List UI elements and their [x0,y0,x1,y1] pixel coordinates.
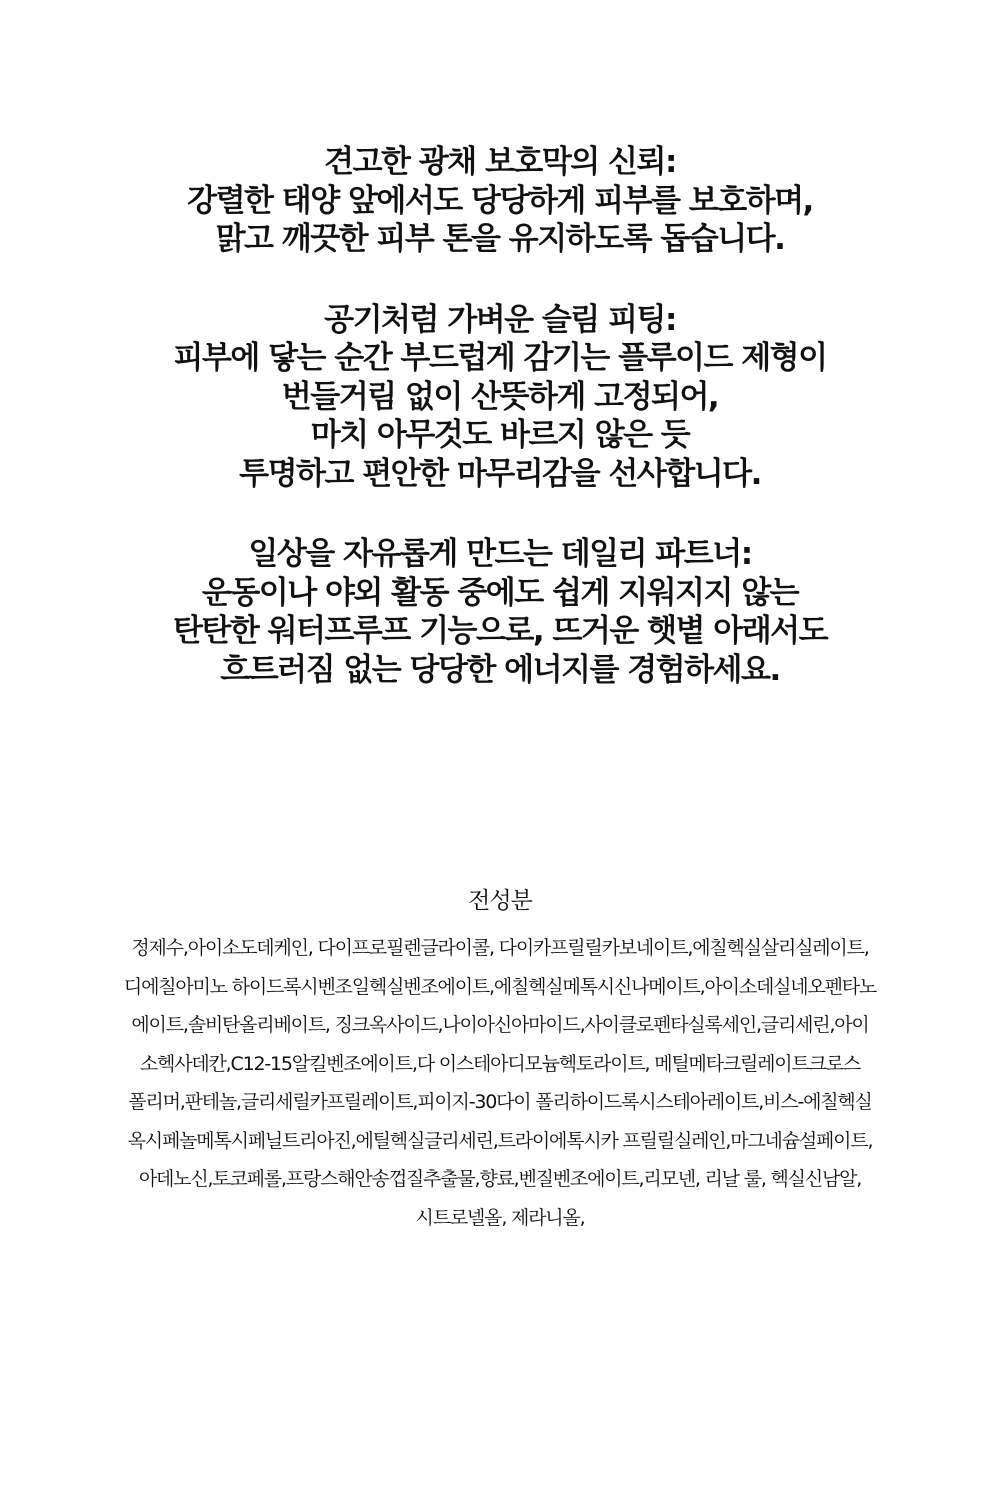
ingredients-line: 폴리머,판테놀,글리세릴카프릴레이트,피이지-30다이 폴리하이드록시스테아레이트,비스-에칠헥실 [128,1091,872,1113]
feature-text-line: 탄탄한 워터프루프 기능으로, 뜨거운 햇볕 아래서도 [172,613,828,649]
feature-text-line: 흐트러짐 없는 당당한 에너지를 경험하세요. [220,651,780,688]
feature-text-line: 번들거림 없이 산뜻하게 고정되어, [281,378,719,415]
feature-block-protection [0,143,1000,259]
ingredients-line: 디에칠아미노 하이드록시벤조일헥실벤조에이트,에칠헥실메톡시신나메이트,아이소데실네오펜타노 [123,975,877,998]
ingredients-line: 옥시페놀메톡시페닐트리아진,에틸헥실글리세린,트라이에톡시카 프릴릴실레인,마그네슘설페이트, [127,1129,873,1152]
feature-block-slim-fitting [0,301,1000,494]
ingredients-line: 소헥사데칸,C12-15알킬벤조에이트,다 이스테아디모늄헥토라이트, 메틸메타크릴레이트크로스 [139,1052,861,1075]
feature-text-line: 맑고 깨끗한 피부 톤을 유지하도록 돕습니다. [215,221,785,257]
ingredients-line: 아데노신,토코페롤,프랑스해안송껍질추출물,향료,벤질벤조에이트,리모넨, 리날 룰, 헥실신남알, [138,1168,862,1190]
feature-text-line: 강렬한 태양 앞에서도 당당하게 피부를 보호하며, [187,182,813,219]
feature-text-line: 마치 아무것도 바르지 않은 듯 [310,417,690,453]
feature-text-line: 피부에 닿는 순간 부드럽게 감기는 플루이드 제형이 [173,340,827,376]
feature-text-line: 운동이나 야외 활동 중에도 쉽게 지워지지 않는 [201,574,799,611]
feature-heading: 일상을 자유롭게 만드는 데일리 파트너: [248,536,752,572]
feature-heading: 공기처럼 가벼운 슬림 피팅: [324,301,676,338]
ingredients-line: 시트로넬올, 제라니올, [415,1206,585,1229]
feature-descriptions [0,143,1000,731]
feature-heading: 견고한 광채 보호막의 신뢰: [324,144,676,180]
ingredients-line: 정제수,아이소도데케인, 다이프로필렌글라이콜, 다이카프릴릴카보네이트,에칠헥실살리실레이트, [131,937,869,959]
feature-text-line: 투명하고 편안한 마무리감을 선사합니다. [239,455,761,492]
ingredients-line: 에이트,솔비탄올리베이트, 징크옥사이드,나이아신아마이드,사이클로펜타실록세인,글리세린,아이 [131,1014,869,1036]
ingredients-section [40,883,960,1237]
ingredients-title: 전성분 [468,888,532,914]
feature-block-daily-partner [0,535,1000,689]
